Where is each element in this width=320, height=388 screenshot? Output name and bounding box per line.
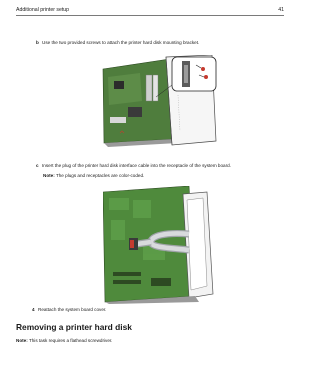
section-heading: Removing a printer hard disk: [16, 322, 132, 332]
step-c-text: Insert the plug of the printer hard disk interface cable into the receptacle of the system board.: [42, 163, 231, 168]
step-b-letter: b: [36, 40, 39, 45]
note-label: Note:: [43, 173, 55, 178]
page-header: [16, 7, 284, 15]
section-note-label: Note:: [16, 338, 28, 343]
figure-mounting-bracket: [100, 55, 220, 147]
note-flathead: [16, 338, 112, 344]
page-number: 41: [278, 7, 284, 13]
figure-interface-cable: [103, 186, 215, 304]
step-4-text: Reattach the system board cover.: [38, 307, 107, 312]
note-text: The plugs and receptacles are color-coded.: [54, 173, 145, 178]
step-c: [36, 163, 286, 169]
step-4-letter: 4: [32, 307, 35, 312]
header-rule: [16, 15, 284, 16]
header-title: Additional printer setup: [16, 7, 70, 13]
note-color-coded: [43, 173, 144, 179]
step-b: [36, 40, 286, 46]
step-4: [32, 307, 282, 313]
step-b-text: Use the two provided screws to attach the printer hard disk mounting bracket.: [42, 40, 200, 45]
section-note-text: This task requires a flathead screwdriver.: [27, 338, 113, 343]
step-c-letter: c: [36, 163, 39, 168]
